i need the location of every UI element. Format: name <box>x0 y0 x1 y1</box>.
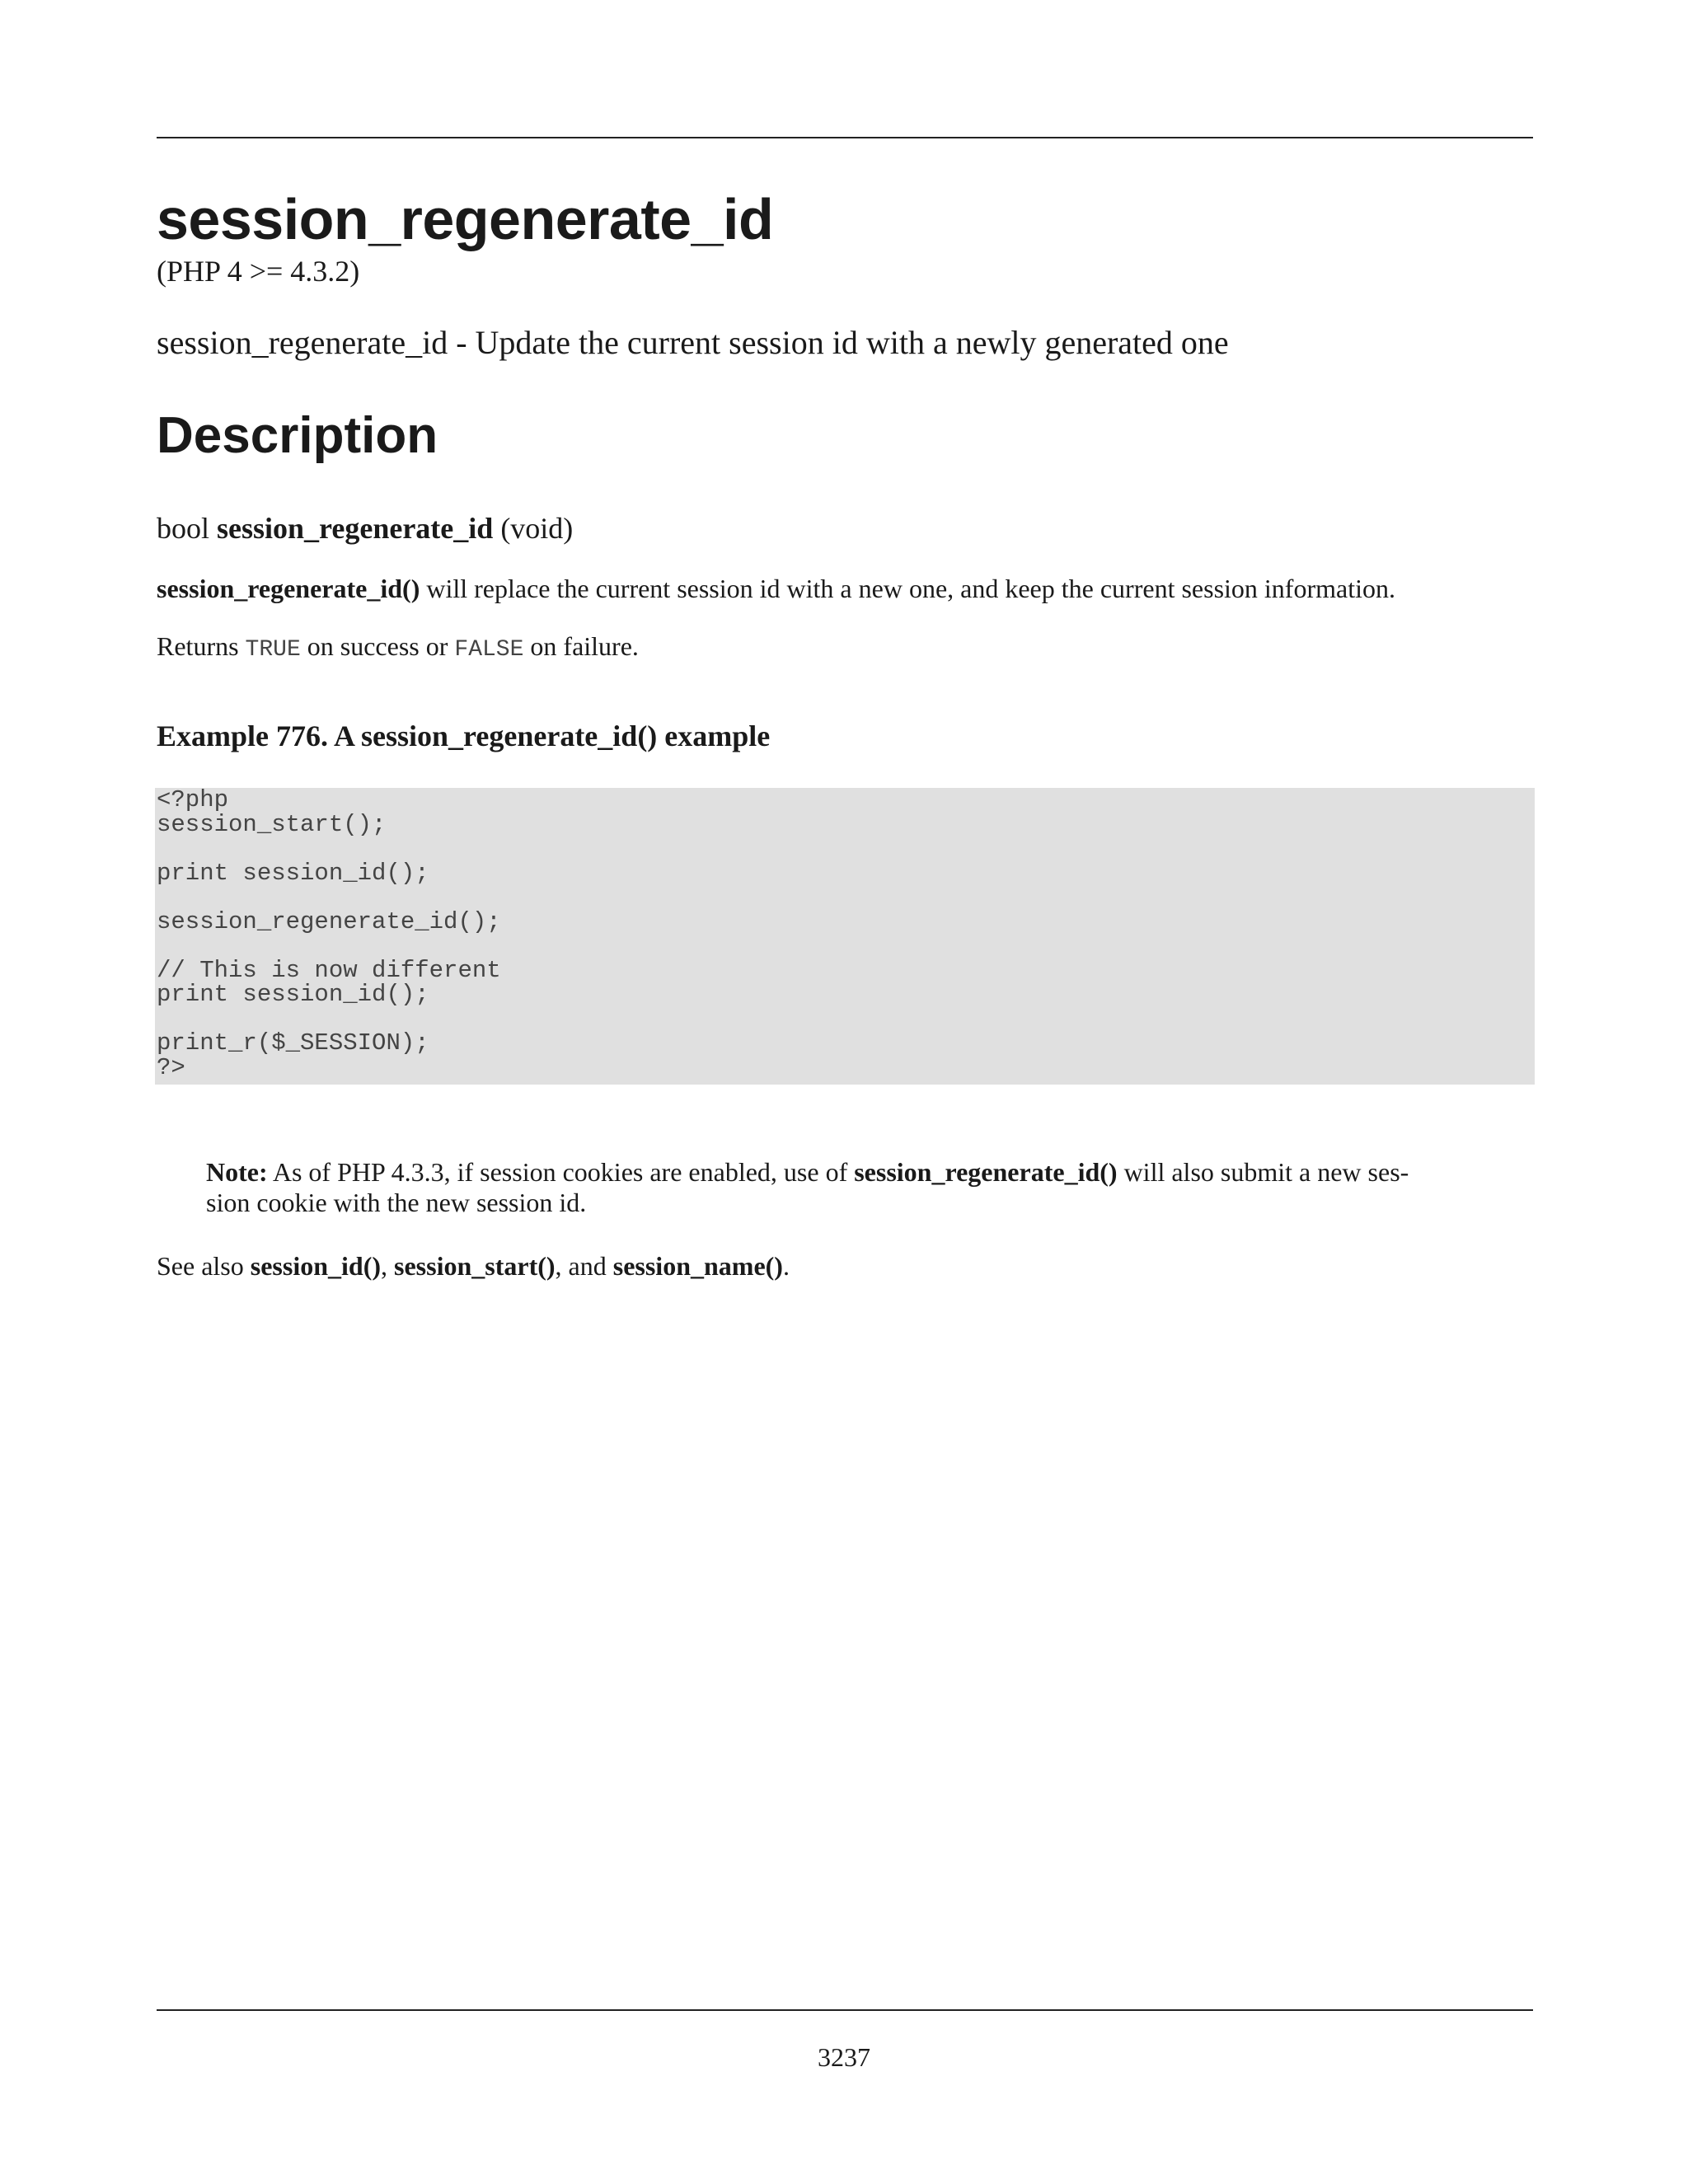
see-also-separator-1: , <box>381 1251 394 1281</box>
function-reference: session_regenerate_id() <box>157 574 420 603</box>
code-block <box>155 788 1535 1085</box>
return-middle: on success or <box>300 631 455 661</box>
description-paragraph <box>157 570 1533 607</box>
return-suffix: on failure. <box>523 631 639 661</box>
see-also-separator-2: , and <box>555 1251 613 1281</box>
refname-summary: session_regenerate_id - Update the current session id with a newly generated one <box>157 324 1229 361</box>
note-text-1: As of PHP 4.3.3, if session cookies are enabled, use of <box>267 1157 855 1187</box>
page-title: session_regenerate_id <box>157 187 774 251</box>
note-function-reference: session_regenerate_id() <box>854 1157 1118 1187</box>
see-also-session-id-link[interactable]: session_id() <box>250 1251 381 1281</box>
note-label: Note: <box>206 1157 268 1187</box>
synopsis-function-name: session_regenerate_id <box>217 512 494 545</box>
example-title: Example 776. A session_regenerate_id() example <box>157 719 771 752</box>
description-heading: Description <box>157 407 438 464</box>
description-text: will replace the current session id with a new one, and keep the current session information. <box>420 574 1395 603</box>
code-listing: <?php session_start(); print session_id(); session_regenerate_id(); // This is now different print session_id(); print_r($_SESSION); ?> <box>157 786 501 1081</box>
see-also-prefix: See also <box>157 1251 251 1281</box>
return-value-paragraph <box>157 628 639 666</box>
false-constant: FALSE <box>454 637 524 663</box>
note-text-2: will also submit a new ses- <box>1117 1157 1409 1187</box>
return-type: bool <box>157 512 210 545</box>
footer-rule <box>157 2009 1533 2011</box>
page-number: 3237 <box>818 2042 870 2072</box>
see-also-session-name-link[interactable]: session_name() <box>612 1251 783 1281</box>
note-text-3: sion cookie with the new session id. <box>206 1188 587 1217</box>
synopsis-params: (void) <box>500 512 574 545</box>
note-block <box>206 1157 1508 1218</box>
header-rule <box>157 137 1533 138</box>
true-constant: TRUE <box>245 637 301 663</box>
see-also <box>157 1248 790 1285</box>
version-info: (PHP 4 >= 4.3.2) <box>157 255 360 288</box>
return-prefix: Returns <box>157 631 246 661</box>
see-also-session-start-link[interactable]: session_start() <box>394 1251 556 1281</box>
function-synopsis <box>157 509 573 548</box>
see-also-suffix: . <box>782 1251 790 1281</box>
